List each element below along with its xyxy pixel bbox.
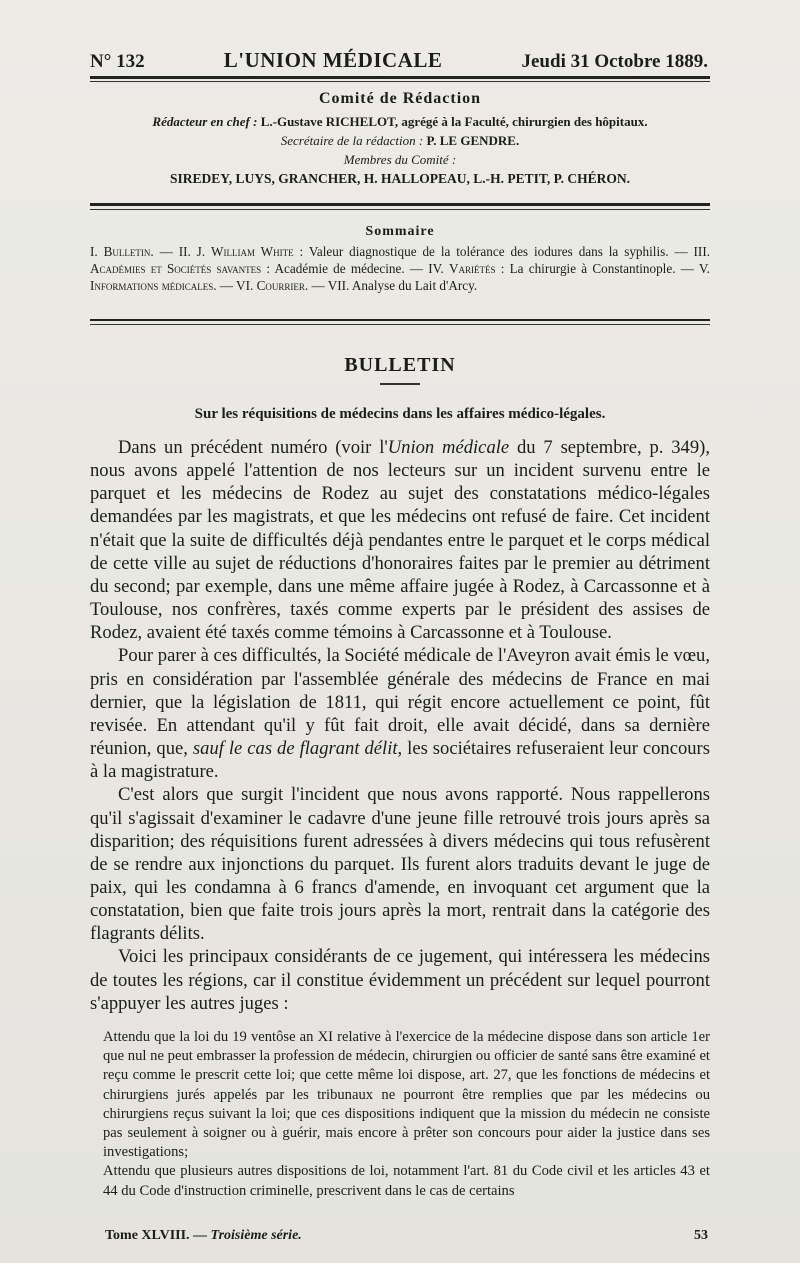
- editorial-committee: [90, 90, 710, 190]
- bulletin-title: BULLETIN: [344, 354, 456, 376]
- members-label: Membres du Comité :: [343, 152, 457, 167]
- sommaire-rule: [90, 319, 710, 321]
- issue-date: Jeudi 31 Octobre 1889.: [521, 51, 708, 72]
- masthead: L'UNION MÉDICALE: [223, 48, 443, 72]
- sommaire-text: I. Bulletin. — II. J. William White : Valeur diagnostique de la tolérance des iodures dans la syphilis. — III. Académies et Sociétés savantes : Académie de médecine. — IV. Variétés : La chirurgie à Constantinople. — V. Informations médicales. — VI. Courrier. — VII. Analyse du Lait d'Arcy.: [90, 244, 711, 293]
- secretary: Secrétaire de la rédaction : P. LE GENDRE.: [280, 133, 520, 148]
- committee-members: SIREDEY, LUYS, GRANCHER, H. HALLOPEAU, L.-H. PETIT, P. CHÉRON.: [169, 171, 631, 186]
- header-rule-thin: [90, 81, 710, 82]
- quote-paragraph-1: Attendu que la loi du 19 ventôse an XI relative à l'exercice de la médecine dispose dans son article 1er que nul ne peut embrasser la profession de médecin, chirurgien ou officier de santé sans être examiné et reçu comme le prescrit cette loi; que cette même loi dispose, art. 27, que les fonctions de médecins et chirurgiens jurés appelés par les tribunaux ne pourront être remplies que par les médecins ou chirurgiens reçus suivant la loi; que ces dispositions indiquent que la mission du médecin ne consiste pas seulement à soigner ou à guérir, mais encore à prêter son concours pour aider la justice dans ses investigations;: [103, 1029, 710, 1161]
- sommaire-title: Sommaire: [365, 224, 435, 239]
- paragraph-1: Dans un précédent numéro (voir l'Union médicale du 7 septembre, p. 349), nous avons appelé l'attention de nos lecteurs sur un incident survenu entre le parquet et les médecins de Rodez au sujet des constatations médico-légales demandées par les magistrats, et que les médecins ont refusé de faire. Cet incident n'était que la suite de difficultés déjà pendantes entre le parquet et le corps médical de cette ville au sujet de réductions d'honoraires faites par le premier au détriment du second; par exemple, dans une même affaire jugée à Rodez, à Carcassonne et à Toulouse, nos confrères, taxés comme experts par le président des assises de Rodez, avaient été taxés comme témoins à Carcassonne et à Toulouse.: [90, 437, 710, 644]
- issue-number: N° 132: [90, 51, 145, 72]
- table-of-contents: [90, 224, 710, 294]
- page-footer: [105, 1228, 708, 1244]
- article-subtitle: Sur les réquisitions de médecins dans les affaires médico-légales.: [194, 406, 606, 422]
- paragraph-4: Voici les principaux considérants de ce jugement, qui intéressera les médecins de toutes les régions, car il constitue évidemment un précédent sur lequel pourront s'appuyer les autres juges :: [90, 946, 710, 1014]
- committee-rule: [90, 203, 710, 206]
- bulletin-rule: [380, 383, 420, 385]
- sommaire-rule-thin: [90, 324, 710, 325]
- judgment-quote: [103, 1028, 710, 1201]
- page-header: [90, 48, 708, 73]
- header-rule: [90, 76, 710, 79]
- committee-rule-thin: [90, 209, 710, 210]
- quote-paragraph-2: Attendu que plusieurs autres dispositions de loi, notamment l'art. 81 du Code civil et les articles 43 et 44 du Code d'instruction criminelle, prescrivent dans le cas de certains: [103, 1163, 710, 1199]
- paragraph-3: C'est alors que surgit l'incident que nous avons rapporté. Nous rappellerons qu'il s'agissait d'examiner le cadavre d'une jeune fille retrouvé trois jours après sa disparition; des réquisitions furent adressées à divers médecins qui tous refusèrent de se rendre aux injonctions du parquet. Ils furent alors traduits devant le juge de paix, qui les condamna à 6 francs d'amende, en invoquant cet argument que la constatation, bien que faite trois jours après la mort, rentrait dans la catégorie des flagrants délits.: [90, 784, 710, 945]
- volume-info: Tome XLVIII. — Troisième série.: [105, 1228, 302, 1243]
- committee-title: Comité de Rédaction: [318, 90, 482, 107]
- page-number: 53: [694, 1228, 708, 1243]
- chief-editor: Rédacteur en chef : L.-Gustave RICHELOT, agrégé à la Faculté, chirurgien des hôpitaux.: [152, 114, 648, 129]
- paragraph-2: Pour parer à ces difficultés, la Société médicale de l'Aveyron avait émis le vœu, pris en considération par l'assemblée générale des médecins de France en mai dernier, que la législation de 1811, qui régit encore actuellement ce point, fût revisée. En attendant qu'il y fût fait droit, elle avait décidé, dans sa dernière réunion, que, sauf le cas de flagrant délit, les sociétaires refuseraient leur concours à la magistrature.: [90, 645, 710, 783]
- article-body: [90, 436, 710, 1015]
